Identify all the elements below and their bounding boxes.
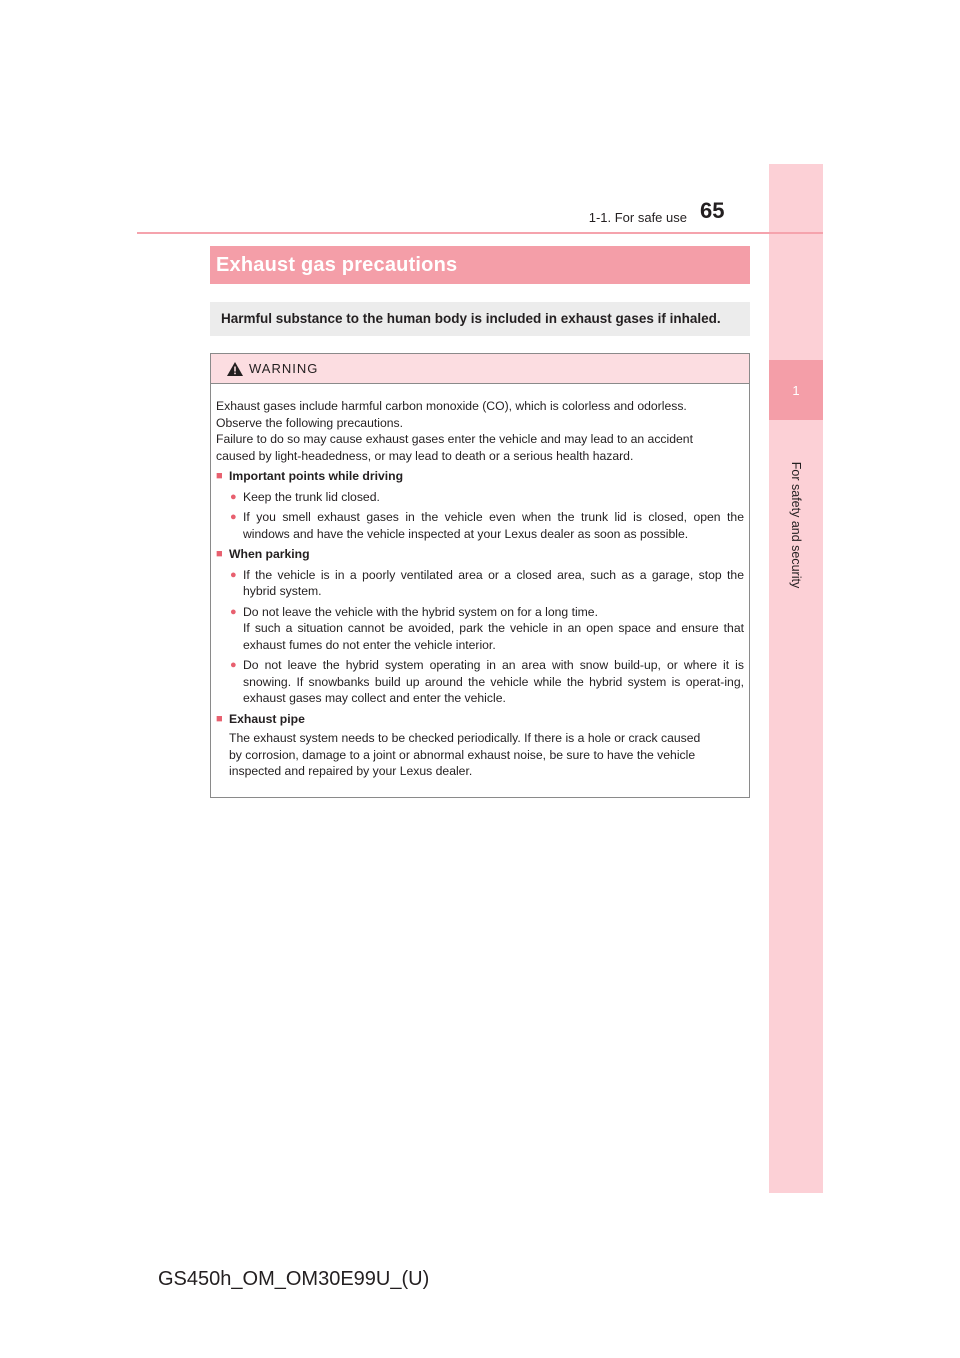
warning-box — [210, 353, 750, 798]
paragraph-line: by corrosion, damage to a joint or abnormal exhaust noise, be sure to have the vehicle — [229, 747, 696, 762]
warning-body — [211, 384, 749, 780]
section-heading — [216, 546, 744, 563]
list-item-text: Keep the trunk lid closed. — [243, 489, 380, 504]
list-item — [216, 509, 744, 542]
document-code: GS450h_OM_OM30E99U_(U) — [158, 1268, 430, 1290]
warning-triangle-icon — [227, 362, 243, 376]
list-item-text-line: Do not leave the vehicle with the hybrid system on for a long time. — [243, 604, 598, 619]
list-item — [216, 489, 744, 506]
list-item-text-line: If such a situation cannot be avoided, park the vehicle in an open space and ensure that exhaust fumes do not enter the vehicle interior. — [243, 621, 744, 652]
round-bullet-icon: ● — [230, 568, 237, 581]
section-header: 1-1. For safe use — [588, 210, 687, 225]
round-bullet-icon: ● — [230, 605, 237, 618]
header-rule — [137, 232, 823, 234]
section-heading-text: Exhaust pipe — [229, 711, 305, 726]
list-item — [216, 604, 744, 654]
warning-label: WARNING — [249, 361, 319, 376]
section-heading-text: Important points while driving — [229, 469, 404, 483]
warning-line: Exhaust gases include harmful carbon monoxide (CO), which is colorless and odorless. — [216, 399, 687, 413]
chapter-title-text: For safety and security — [789, 461, 804, 589]
round-bullet-icon: ● — [230, 490, 237, 503]
intro-text: Harmful substance to the human body is included in exhaust gases if inhaled. — [210, 302, 750, 336]
paragraph-line: The exhaust system needs to be checked periodically. If there is a hole or crack caused — [229, 731, 701, 745]
paragraph-line: inspected and repaired by your Lexus dealer. — [229, 764, 473, 778]
chapter-number: 1 — [769, 360, 823, 420]
section-heading — [216, 711, 744, 728]
round-bullet-icon: ● — [230, 511, 237, 523]
square-bullet-icon: ■ — [216, 548, 223, 560]
list-item-text: If the vehicle is in a poorly ventilated area or a closed area, such as a garage, stop the hybrid system. — [243, 567, 744, 598]
warning-line: caused by light-headedness, or may lead to death or a serious health hazard. — [216, 448, 634, 463]
page-number: 65 — [700, 198, 725, 223]
side-tab — [769, 164, 823, 1193]
list-item — [216, 657, 744, 707]
warning-line: Failure to do so may cause exhaust gases enter the vehicle and may lead to an accident — [216, 432, 693, 446]
warning-header — [211, 354, 749, 384]
section-heading-text: When parking — [229, 547, 310, 561]
list-item-text: If you smell exhaust gases in the vehicle even when the trunk lid is closed, open the windows and have the vehicle inspected at your Lexus dealer as soon as possible. — [243, 510, 744, 541]
square-bullet-icon: ■ — [216, 470, 223, 482]
warning-line: Observe the following precautions. — [216, 415, 403, 430]
section-heading — [216, 468, 744, 485]
section-paragraph — [216, 730, 744, 780]
list-item — [216, 567, 744, 600]
chapter-title — [769, 430, 823, 620]
list-item-text: Do not leave the hybrid system operating in an area with snow build-up, or where it is snowing. If snowbanks build up around the vehicle while the hybrid system is operat-ing, exhaust gases may collect and enter the vehicle. — [243, 658, 744, 705]
list-item-text — [243, 604, 744, 654]
round-bullet-icon: ● — [230, 659, 237, 671]
page-title: Exhaust gas precautions — [210, 246, 750, 284]
square-bullet-icon: ■ — [216, 712, 223, 725]
